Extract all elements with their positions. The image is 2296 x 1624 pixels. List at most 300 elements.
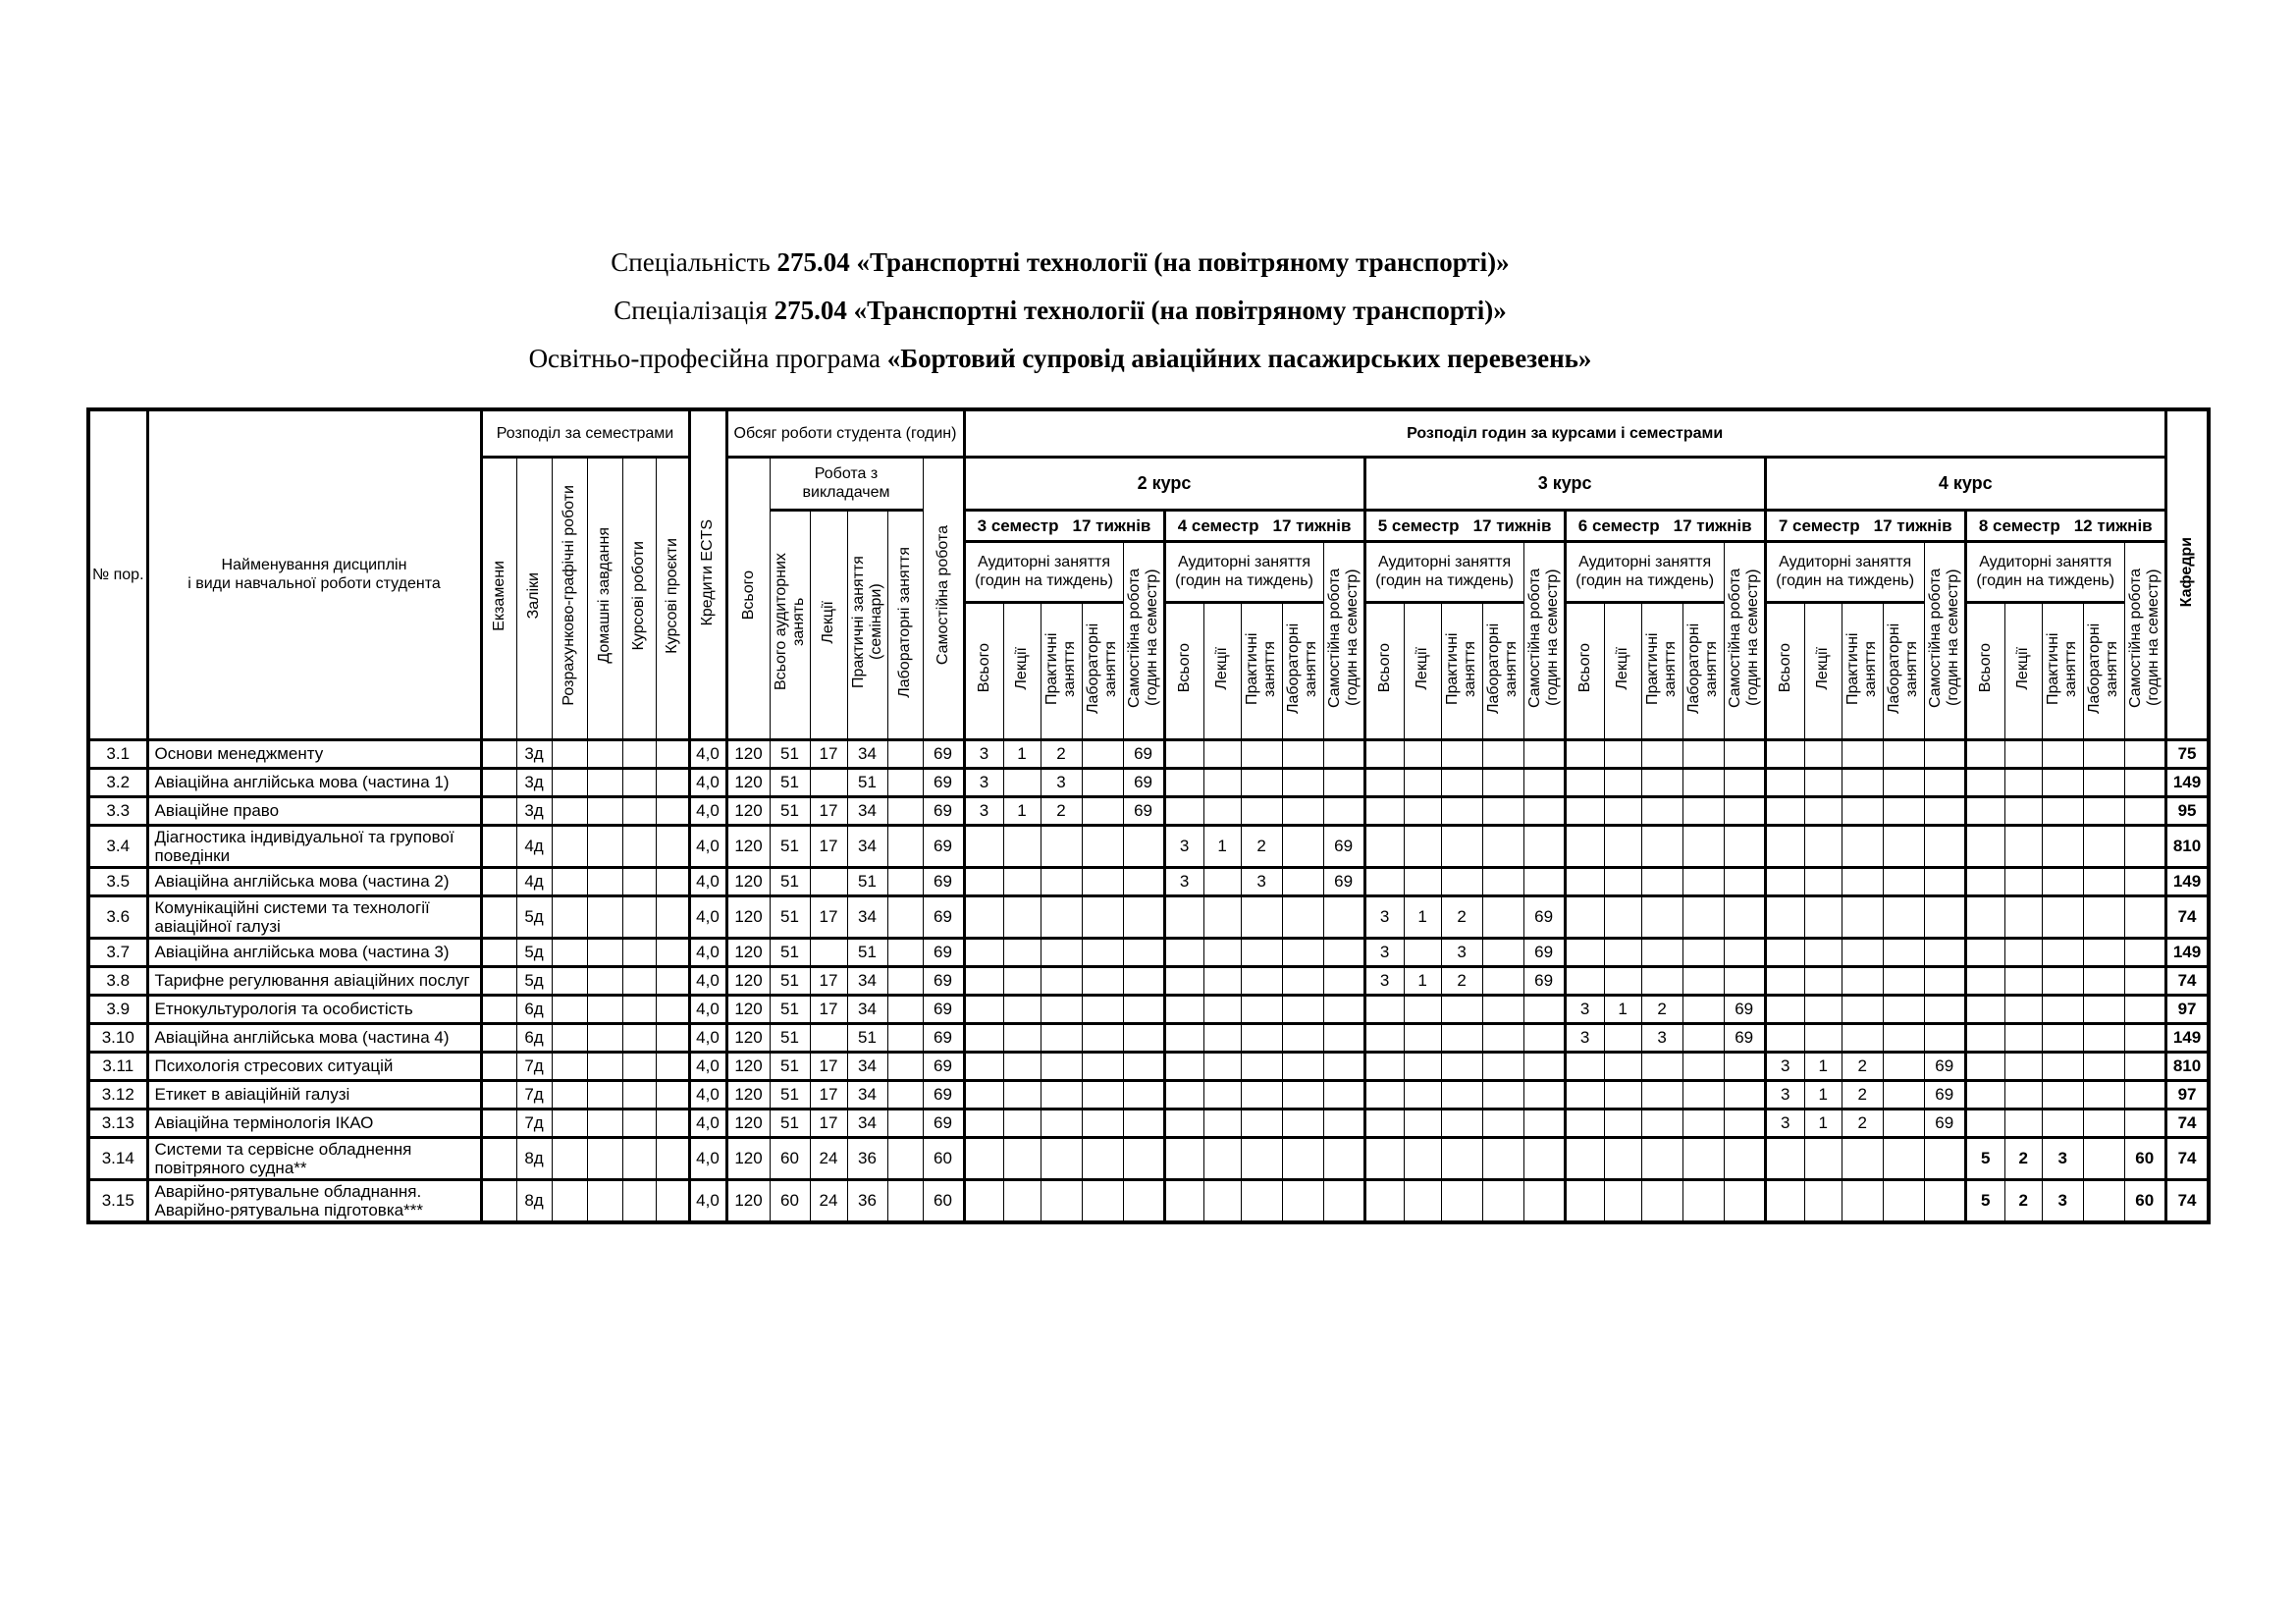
header-col-sem-total-sem7-label: Всього	[1776, 643, 1793, 693]
header-col-ects-label: Кредити ECTS	[699, 518, 716, 625]
cell-ects: 4,0	[689, 768, 726, 796]
cell-sem7-3	[1883, 825, 1924, 867]
cell-sem4-4	[1323, 1052, 1364, 1080]
cell-self: 69	[923, 825, 964, 867]
cell-kp	[656, 1080, 689, 1109]
cell-sem4-2	[1241, 796, 1282, 825]
table-row	[88, 867, 2209, 895]
header-col-sem-laboratory-sem4-label: Лабораторні заняття	[1285, 623, 1320, 714]
cell-aud: 60	[770, 1137, 810, 1179]
cell-dz	[587, 1023, 622, 1052]
cell-self: 69	[923, 895, 964, 938]
header-col-course-projects-label: Курсові проєкти	[663, 537, 680, 654]
cell-sem7-4	[1924, 938, 1965, 966]
cell-sem7-1	[1804, 867, 1842, 895]
header-semester-distribution-title: Розподіл за семестрами	[481, 409, 689, 457]
cell-discipline-name: Основи менеджменту	[147, 739, 481, 768]
cell-dz	[587, 995, 622, 1023]
cell-kr	[622, 796, 656, 825]
semester-name: 4 семестр	[1177, 515, 1259, 535]
cell-sem7-2: 2	[1842, 1052, 1883, 1080]
cell-sem3-3	[1082, 1179, 1123, 1222]
cell-total: 120	[726, 1052, 770, 1080]
cell-sem7-4	[1924, 966, 1965, 995]
cell-sem7-1: 1	[1804, 1052, 1842, 1080]
cell-sem3-4	[1123, 895, 1164, 938]
cell-sem5-1	[1404, 1179, 1441, 1222]
header-aud-title-sem7: Аудиторні заняття (годин на тиждень)	[1765, 541, 1924, 602]
cell-zalik: 6д	[516, 1023, 552, 1052]
cell-sem3-1	[1003, 938, 1041, 966]
cell-sem8-3	[2083, 938, 2124, 966]
header-col-self-sem8-label: Самостійна робота (годин на семестр)	[2126, 568, 2162, 708]
header-col-sem-total-sem8	[1965, 602, 2004, 739]
table-row	[88, 739, 2209, 768]
cell-sem3-4: 69	[1123, 739, 1164, 768]
cell-num: 3.11	[88, 1052, 147, 1080]
cell-sem7-3	[1883, 1080, 1924, 1109]
header-aud-title-sem4: Аудиторні заняття (годин на тиждень)	[1164, 541, 1323, 602]
cell-num: 3.9	[88, 995, 147, 1023]
cell-dz	[587, 1052, 622, 1080]
header-col-num: № пор.	[88, 409, 147, 739]
cell-sem5-2	[1441, 1137, 1482, 1179]
cell-sem7-0: 3	[1765, 1052, 1804, 1080]
cell-rgr	[552, 895, 587, 938]
cell-kr	[622, 1109, 656, 1137]
cell-prac: 34	[847, 796, 887, 825]
cell-exam	[481, 768, 516, 796]
cell-sem7-1	[1804, 768, 1842, 796]
cell-dz	[587, 739, 622, 768]
cell-sem6-0	[1565, 1179, 1604, 1222]
cell-dz	[587, 895, 622, 938]
cell-sem4-2	[1241, 1179, 1282, 1222]
cell-sem8-0	[1965, 1023, 2004, 1052]
cell-sem3-4: 69	[1123, 796, 1164, 825]
cell-discipline-name: Системи та сервісне обладнення повітряного судна**	[147, 1137, 481, 1179]
cell-num: 3.14	[88, 1137, 147, 1179]
cell-exam	[481, 1137, 516, 1179]
cell-sem8-2	[2042, 895, 2083, 938]
cell-sem6-1	[1604, 825, 1641, 867]
cell-sem6-4	[1724, 1179, 1765, 1222]
cell-sem7-0	[1765, 938, 1804, 966]
cell-sem5-3	[1482, 938, 1523, 966]
cell-sem7-3	[1883, 1179, 1924, 1222]
cell-num: 3.2	[88, 768, 147, 796]
header-col-sem-total-sem4	[1164, 602, 1203, 739]
header-course-title-3: 3 курс	[1364, 457, 1765, 510]
cell-sem3-4	[1123, 966, 1164, 995]
cell-kr	[622, 938, 656, 966]
cell-lab	[887, 739, 923, 768]
table-row	[88, 1109, 2209, 1137]
cell-self: 69	[923, 938, 964, 966]
cell-sem7-2	[1842, 995, 1883, 1023]
cell-sem7-0	[1765, 1137, 1804, 1179]
cell-sem5-1	[1404, 995, 1441, 1023]
cell-sem8-0	[1965, 995, 2004, 1023]
cell-sem6-3	[1682, 1052, 1724, 1080]
cell-sem4-1	[1203, 1080, 1241, 1109]
cell-sem6-1	[1604, 796, 1641, 825]
cell-sem7-0	[1765, 895, 1804, 938]
cell-exam	[481, 1080, 516, 1109]
header-col-self-sem5	[1523, 541, 1565, 739]
cell-prac: 34	[847, 895, 887, 938]
header-col-sem-practical-sem7	[1842, 602, 1883, 739]
cell-sem5-4: 69	[1523, 895, 1565, 938]
cell-total: 120	[726, 739, 770, 768]
cell-sem6-3	[1682, 1109, 1724, 1137]
cell-sem8-0: 5	[1965, 1179, 2004, 1222]
document-titles	[0, 239, 2120, 383]
cell-self: 69	[923, 1080, 964, 1109]
curriculum-table	[86, 407, 2211, 1224]
header-semester-5-title	[1364, 510, 1565, 541]
cell-sem5-2	[1441, 1023, 1482, 1052]
cell-sem8-3	[2083, 768, 2124, 796]
cell-sem7-0: 3	[1765, 1109, 1804, 1137]
cell-sem7-4	[1924, 739, 1965, 768]
header-col-total	[726, 457, 770, 739]
cell-sem6-0	[1565, 739, 1604, 768]
cell-sem7-0	[1765, 825, 1804, 867]
cell-sem5-4	[1523, 1052, 1565, 1080]
cell-kr	[622, 867, 656, 895]
cell-sem6-4	[1724, 796, 1765, 825]
cell-sem7-2	[1842, 1179, 1883, 1222]
cell-kr	[622, 995, 656, 1023]
header-col-sem-laboratory-sem5-label: Лабораторні заняття	[1485, 623, 1521, 714]
cell-lab	[887, 995, 923, 1023]
cell-sem4-3	[1282, 1080, 1323, 1109]
header-col-name	[147, 409, 481, 739]
cell-sem5-1	[1404, 739, 1441, 768]
cell-sem6-1	[1604, 768, 1641, 796]
header-col-sem-laboratory-sem5	[1482, 602, 1523, 739]
cell-sem7-1	[1804, 895, 1842, 938]
cell-dz	[587, 966, 622, 995]
cell-rgr	[552, 1023, 587, 1052]
header-col-homework-label: Домашні завдання	[596, 527, 613, 664]
cell-rgr	[552, 938, 587, 966]
cell-sem6-0	[1565, 1109, 1604, 1137]
cell-sem5-1	[1404, 1137, 1441, 1179]
cell-self: 69	[923, 995, 964, 1023]
cell-sem5-4	[1523, 825, 1565, 867]
cell-self: 69	[923, 966, 964, 995]
cell-sem4-1	[1203, 1179, 1241, 1222]
cell-rgr	[552, 1137, 587, 1179]
cell-sem6-0	[1565, 796, 1604, 825]
header-semester-3-title	[964, 510, 1164, 541]
cell-kr	[622, 1052, 656, 1080]
cell-lec: 17	[810, 1109, 847, 1137]
cell-lab	[887, 1137, 923, 1179]
header-col-self-sem4	[1323, 541, 1364, 739]
cell-kp	[656, 1137, 689, 1179]
cell-sem4-3	[1282, 1052, 1323, 1080]
cell-sem5-1: 1	[1404, 895, 1441, 938]
cell-sem8-0	[1965, 796, 2004, 825]
cell-kr	[622, 768, 656, 796]
cell-sem6-4	[1724, 895, 1765, 938]
cell-sem4-0	[1164, 966, 1203, 995]
cell-kp	[656, 796, 689, 825]
cell-aud: 51	[770, 739, 810, 768]
header-col-sem-practical-sem6-label: Практичні заняття	[1644, 631, 1680, 705]
cell-num: 3.15	[88, 1179, 147, 1222]
cell-sem7-3	[1883, 966, 1924, 995]
cell-sem6-4	[1724, 739, 1765, 768]
cell-sem3-3	[1082, 938, 1123, 966]
cell-lec	[810, 1023, 847, 1052]
cell-zalik: 5д	[516, 938, 552, 966]
cell-aud: 51	[770, 796, 810, 825]
cell-sem4-0	[1164, 1052, 1203, 1080]
cell-lab	[887, 1052, 923, 1080]
cell-dz	[587, 1109, 622, 1137]
cell-sem7-3	[1883, 867, 1924, 895]
header-col-sem-lectures-sem5-label: Лекції	[1414, 646, 1431, 690]
header-col-sem-practical-sem6	[1641, 602, 1682, 739]
cell-sem6-2	[1641, 1137, 1682, 1179]
cell-discipline-name: Діагностика індивідуальної та групової поведінки	[147, 825, 481, 867]
cell-sem6-0	[1565, 938, 1604, 966]
cell-lec: 17	[810, 966, 847, 995]
cell-num: 3.10	[88, 1023, 147, 1052]
cell-sem8-3	[2083, 1023, 2124, 1052]
cell-sem7-3	[1883, 938, 1924, 966]
cell-sem5-0	[1364, 796, 1404, 825]
cell-total: 120	[726, 966, 770, 995]
header-col-sem-laboratory-sem8	[2083, 602, 2124, 739]
cell-sem3-2	[1041, 1052, 1082, 1080]
header-col-sem-practical-sem8-label: Практичні заняття	[2045, 631, 2080, 705]
cell-kafedra: 74	[2165, 1109, 2209, 1137]
table-row	[88, 796, 2209, 825]
header-col-total-aud-label: Всього аудиторних занять	[772, 553, 807, 691]
cell-sem4-3	[1282, 895, 1323, 938]
cell-sem5-1	[1404, 938, 1441, 966]
cell-sem7-3	[1883, 1052, 1924, 1080]
cell-sem8-1: 2	[2004, 1179, 2042, 1222]
cell-rgr	[552, 1080, 587, 1109]
cell-sem3-1	[1003, 1137, 1041, 1179]
header-col-self-work-label: Самостійна робота	[934, 525, 951, 666]
cell-sem5-3	[1482, 1052, 1523, 1080]
cell-aud: 60	[770, 1179, 810, 1222]
cell-kafedra: 149	[2165, 1023, 2209, 1052]
cell-sem7-4: 69	[1924, 1052, 1965, 1080]
cell-sem7-1	[1804, 1137, 1842, 1179]
cell-sem6-3	[1682, 867, 1724, 895]
cell-sem3-0	[964, 895, 1003, 938]
cell-self: 60	[923, 1179, 964, 1222]
cell-sem5-4	[1523, 739, 1565, 768]
cell-sem5-2	[1441, 739, 1482, 768]
table-row	[88, 1023, 2209, 1052]
cell-kafedra: 97	[2165, 995, 2209, 1023]
cell-sem8-4	[2124, 938, 2165, 966]
cell-sem3-3	[1082, 825, 1123, 867]
cell-kp	[656, 739, 689, 768]
cell-sem3-1	[1003, 966, 1041, 995]
cell-sem5-3	[1482, 995, 1523, 1023]
cell-sem3-3	[1082, 966, 1123, 995]
cell-ects: 4,0	[689, 966, 726, 995]
cell-sem7-4	[1924, 1023, 1965, 1052]
cell-ects: 4,0	[689, 796, 726, 825]
cell-sem4-3	[1282, 1179, 1323, 1222]
cell-sem4-3	[1282, 1023, 1323, 1052]
cell-zalik: 7д	[516, 1109, 552, 1137]
cell-sem5-3	[1482, 1023, 1523, 1052]
cell-sem5-3	[1482, 768, 1523, 796]
cell-total: 120	[726, 768, 770, 796]
cell-zalik: 3д	[516, 796, 552, 825]
cell-sem4-2: 2	[1241, 825, 1282, 867]
cell-sem4-0	[1164, 796, 1203, 825]
cell-discipline-name: Етикет в авіаційній галузі	[147, 1080, 481, 1109]
cell-kr	[622, 966, 656, 995]
cell-lec: 24	[810, 1179, 847, 1222]
cell-sem3-3	[1082, 768, 1123, 796]
header-col-rgr	[552, 457, 587, 739]
header-courses-distribution-title: Розподіл годин за курсами і семестрами	[964, 409, 2165, 457]
header-col-sem-practical-sem4-label: Практичні заняття	[1244, 631, 1279, 705]
cell-kr	[622, 1179, 656, 1222]
cell-sem8-2	[2042, 796, 2083, 825]
cell-sem5-3	[1482, 1179, 1523, 1222]
cell-sem7-0	[1765, 966, 1804, 995]
cell-sem3-2: 2	[1041, 739, 1082, 768]
cell-sem6-4	[1724, 768, 1765, 796]
cell-sem6-4	[1724, 1080, 1765, 1109]
header-semester-6-title	[1565, 510, 1765, 541]
cell-sem8-4	[2124, 1023, 2165, 1052]
cell-total: 120	[726, 938, 770, 966]
cell-kp	[656, 867, 689, 895]
cell-sem6-2: 2	[1641, 995, 1682, 1023]
cell-kafedra: 74	[2165, 895, 2209, 938]
cell-sem8-3	[2083, 825, 2124, 867]
cell-prac: 34	[847, 1080, 887, 1109]
cell-sem7-1: 1	[1804, 1109, 1842, 1137]
header-col-sem-practical-sem5-label: Практичні заняття	[1444, 631, 1479, 705]
cell-sem5-4: 69	[1523, 966, 1565, 995]
cell-sem8-1	[2004, 966, 2042, 995]
semester-weeks: 17 тижнів	[1272, 515, 1352, 535]
cell-lab	[887, 768, 923, 796]
cell-prac: 51	[847, 867, 887, 895]
cell-discipline-name: Авіаційна англійська мова (частина 2)	[147, 867, 481, 895]
cell-zalik: 7д	[516, 1052, 552, 1080]
header-col-self-sem4-label: Самостійна робота (годин на семестр)	[1325, 568, 1361, 708]
cell-total: 120	[726, 1137, 770, 1179]
cell-kp	[656, 938, 689, 966]
header-col-sem-laboratory-sem4	[1282, 602, 1323, 739]
cell-sem5-3	[1482, 739, 1523, 768]
cell-rgr	[552, 1052, 587, 1080]
cell-sem8-2	[2042, 1023, 2083, 1052]
cell-sem4-1	[1203, 739, 1241, 768]
cell-sem8-2	[2042, 966, 2083, 995]
header-col-self-sem7-label: Самостійна робота (годин на семестр)	[1926, 568, 1961, 708]
cell-lec: 17	[810, 995, 847, 1023]
cell-sem4-2	[1241, 1052, 1282, 1080]
cell-sem3-4	[1123, 1109, 1164, 1137]
cell-sem6-4	[1724, 1137, 1765, 1179]
cell-sem3-1	[1003, 1109, 1041, 1137]
cell-sem3-4	[1123, 995, 1164, 1023]
header-col-sem-total-sem6	[1565, 602, 1604, 739]
header-col-sem-lectures-sem8	[2004, 602, 2042, 739]
cell-sem6-3	[1682, 1023, 1724, 1052]
cell-sem6-4: 69	[1724, 995, 1765, 1023]
header-aud-title-sem8: Аудиторні заняття (годин на тиждень)	[1965, 541, 2124, 602]
cell-sem7-4	[1924, 825, 1965, 867]
cell-aud: 51	[770, 1109, 810, 1137]
header-col-sem-practical-sem4	[1241, 602, 1282, 739]
cell-sem6-3	[1682, 995, 1724, 1023]
header-col-laboratory	[887, 510, 923, 739]
cell-sem6-4	[1724, 825, 1765, 867]
table-row	[88, 768, 2209, 796]
cell-num: 3.5	[88, 867, 147, 895]
header-col-sem-total-sem7	[1765, 602, 1804, 739]
cell-sem5-2: 3	[1441, 938, 1482, 966]
cell-sem6-3	[1682, 1137, 1724, 1179]
cell-sem8-3	[2083, 1137, 2124, 1179]
cell-sem7-1	[1804, 938, 1842, 966]
cell-rgr	[552, 768, 587, 796]
header-col-sem-lectures-sem7	[1804, 602, 1842, 739]
cell-kafedra: 95	[2165, 796, 2209, 825]
cell-sem5-0	[1364, 867, 1404, 895]
cell-discipline-name: Психологія стресових ситуацій	[147, 1052, 481, 1080]
cell-sem6-3	[1682, 1080, 1724, 1109]
cell-kr	[622, 1080, 656, 1109]
cell-sem7-3	[1883, 768, 1924, 796]
cell-sem6-3	[1682, 825, 1724, 867]
cell-sem3-3	[1082, 1109, 1123, 1137]
cell-lab	[887, 1080, 923, 1109]
cell-kafedra: 810	[2165, 1052, 2209, 1080]
cell-sem3-0	[964, 825, 1003, 867]
cell-prac: 34	[847, 995, 887, 1023]
table-row	[88, 1137, 2209, 1179]
cell-sem6-0	[1565, 867, 1604, 895]
cell-sem5-3	[1482, 867, 1523, 895]
header-semester-7-title	[1765, 510, 1965, 541]
table-row	[88, 895, 2209, 938]
cell-sem4-0	[1164, 739, 1203, 768]
cell-sem7-3	[1883, 995, 1924, 1023]
cell-sem8-3	[2083, 1109, 2124, 1137]
cell-sem4-1	[1203, 867, 1241, 895]
cell-sem6-2	[1641, 1080, 1682, 1109]
header-col-sem-laboratory-sem3	[1082, 602, 1123, 739]
cell-zalik: 8д	[516, 1137, 552, 1179]
cell-sem7-4	[1924, 895, 1965, 938]
cell-aud: 51	[770, 768, 810, 796]
header-name-line2: і види навчальної роботи студента	[187, 575, 441, 593]
header-col-sem-laboratory-sem8-label: Лабораторні заняття	[2086, 623, 2121, 714]
header-with-teacher-title: Робота з викладачем	[770, 457, 923, 510]
